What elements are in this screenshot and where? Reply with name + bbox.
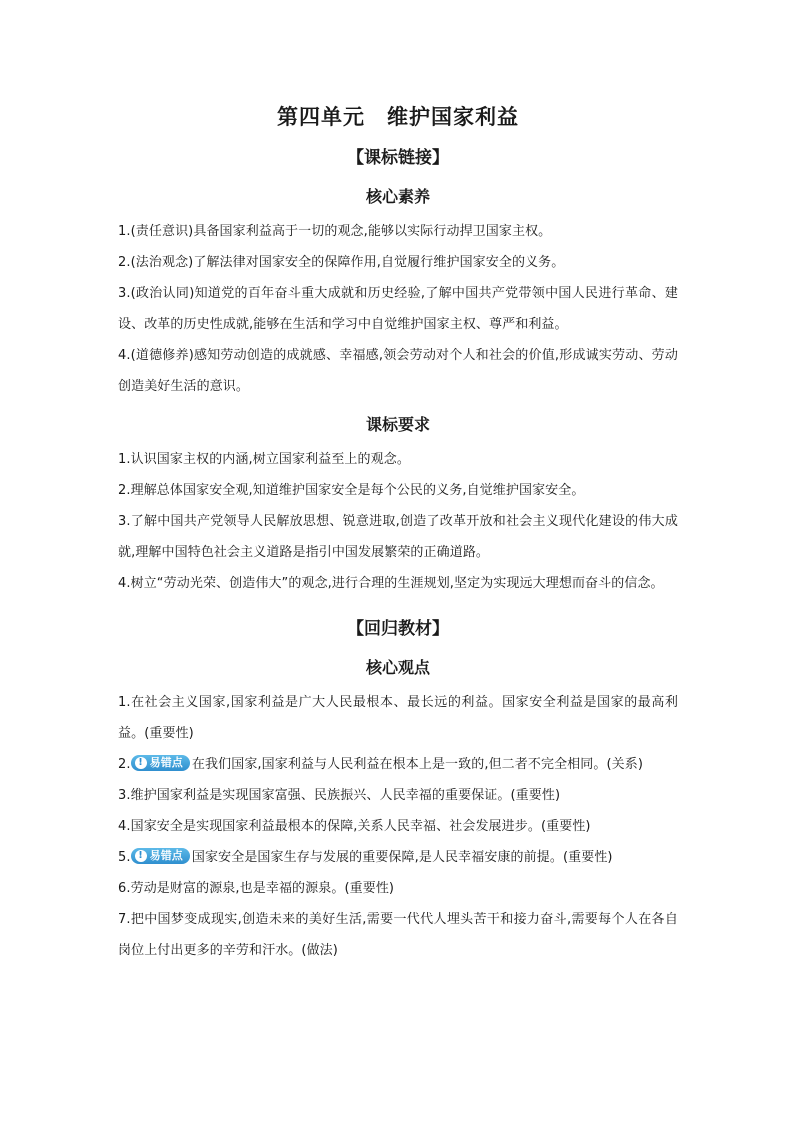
- unit-title: 第四单元 维护国家利益: [277, 105, 519, 129]
- subsection-title-core-literacy: 核心素养: [365, 187, 430, 206]
- viewpoint-item: [118, 811, 678, 842]
- core-literacy-item: 1.(责任意识)具备国家利益高于一切的观念,能够以实际行动捍卫国家主权。: [118, 224, 552, 239]
- viewpoint-number: 2.: [118, 757, 131, 772]
- viewpoint-number: 6.: [118, 881, 131, 896]
- requirement-item: 3.了解中国共产党领导人民解放思想、锐意进取,创造了改革开放和社会主义现代化建设的伟大成就,理解中国特色社会主义道路是指引中国发展繁荣的正确道路。: [118, 514, 678, 560]
- viewpoint-number: 4.: [118, 819, 131, 834]
- viewpoint-item: [118, 780, 678, 811]
- alert-icon: !: [135, 850, 147, 862]
- viewpoint-text: 把中国梦变成现实,创造未来的美好生活,需要一代代人埋头苦干和接力奋斗,需要每个人在各自岗位上付出更多的辛劳和汗水。(做法): [118, 912, 678, 958]
- core-literacy-item: 2.(法治观念)了解法律对国家安全的保障作用,自觉履行维护国家安全的义务。: [118, 255, 565, 270]
- subsection-title-core-viewpoints: 核心观点: [365, 658, 430, 677]
- viewpoint-text: 国家安全是实现国家利益最根本的保障,关系人民幸福、社会发展进步。(重要性): [130, 819, 591, 834]
- error-prone-badge: [131, 848, 190, 864]
- viewpoint-text: 在社会主义国家,国家利益是广大人民最根本、最长远的利益。国家安全利益是国家的最高利益。(重要性): [118, 695, 678, 741]
- document-page: [118, 100, 678, 966]
- viewpoint-text: 维护国家利益是实现国家富强、民族振兴、人民幸福的重要保证。(重要性): [130, 788, 561, 803]
- viewpoint-item: [118, 749, 678, 780]
- viewpoint-number: 1.: [118, 695, 131, 710]
- viewpoint-number: 5.: [118, 850, 131, 865]
- viewpoint-number: 7.: [118, 912, 131, 927]
- viewpoint-item: [118, 904, 678, 966]
- section-title-curriculum-link: 【课标链接】: [347, 148, 449, 168]
- section-title-return-to-textbook: 【回归教材】: [347, 619, 449, 639]
- viewpoint-number: 3.: [118, 788, 131, 803]
- alert-icon: !: [135, 757, 147, 769]
- error-prone-badge: [131, 755, 190, 771]
- requirement-item: 2.理解总体国家安全观,知道维护国家安全是每个公民的义务,自觉维护国家安全。: [118, 483, 585, 498]
- requirement-item: 1.认识国家主权的内涵,树立国家利益至上的观念。: [118, 452, 410, 467]
- viewpoint-text: 国家安全是国家生存与发展的重要保障,是人民幸福安康的前提。(重要性): [191, 850, 613, 865]
- viewpoint-item: [118, 687, 678, 749]
- requirement-item: 4.树立“劳动光荣、创造伟大”的观念,进行合理的生涯规划,坚定为实现远大理想而奋斗的信念。: [118, 576, 664, 591]
- core-literacy-item: 4.(道德修养)感知劳动创造的成就感、幸福感,领会劳动对个人和社会的价值,形成诚实劳动、劳动创造美好生活的意识。: [118, 348, 678, 394]
- viewpoint-text: 在我们国家,国家利益与人民利益在根本上是一致的,但二者不完全相同。(关系): [191, 757, 644, 772]
- core-literacy-item: 3.(政治认同)知道党的百年奋斗重大成就和历史经验,了解中国共产党带领中国人民进行革命、建设、改革的历史性成就,能够在生活和学习中自觉维护国家主权、尊严和利益。: [118, 286, 678, 332]
- subsection-title-curriculum-requirements: 课标要求: [365, 415, 430, 434]
- badge-label: 易错点: [149, 755, 183, 769]
- viewpoint-text: 劳动是财富的源泉,也是幸福的源泉。(重要性): [130, 881, 395, 896]
- badge-label: 易错点: [149, 848, 183, 862]
- viewpoint-item: [118, 842, 678, 873]
- viewpoint-item: [118, 873, 678, 904]
